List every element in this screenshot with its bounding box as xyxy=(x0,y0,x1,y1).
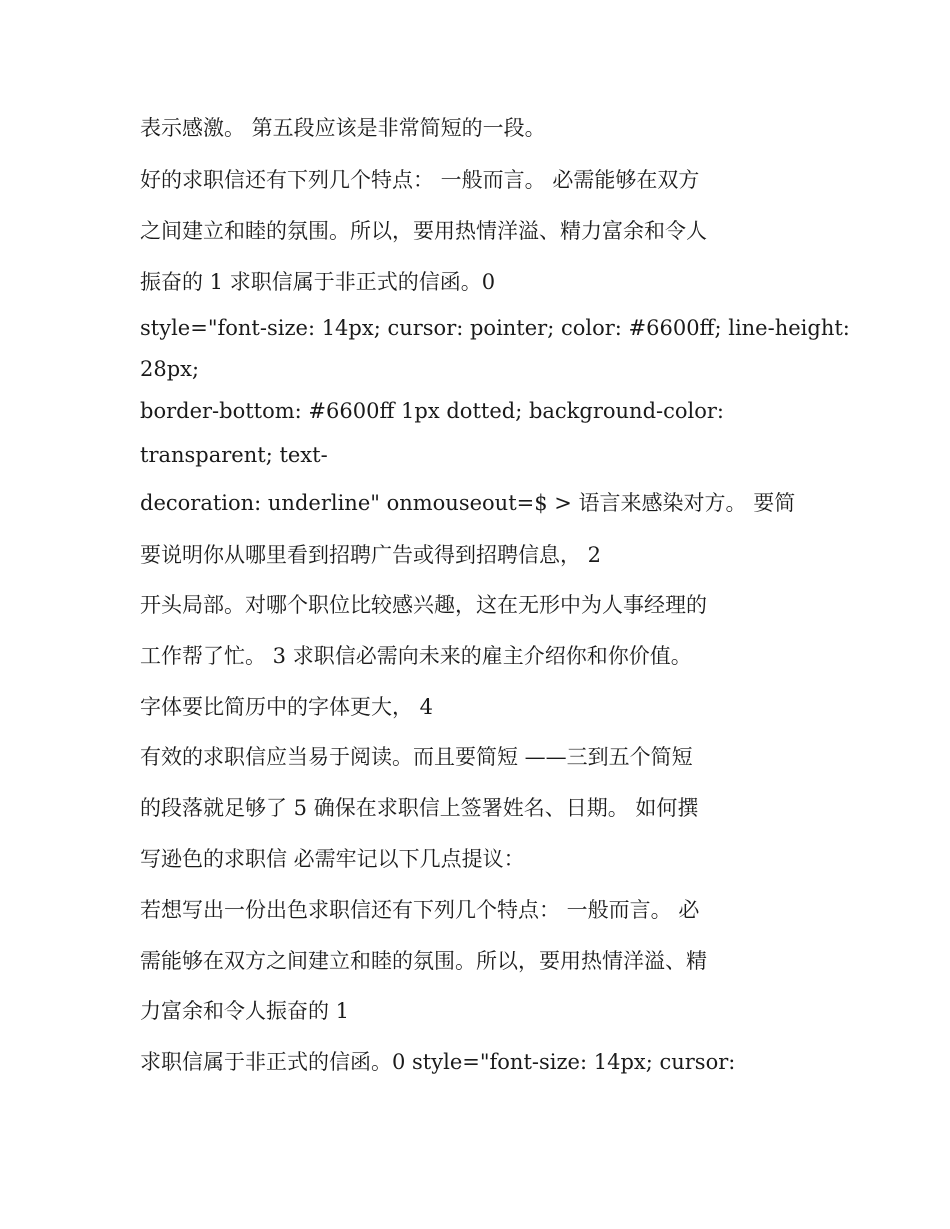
text-line: 需能够在双方之间建立和睦的氛围。所以，要用热情洋溢、精 xyxy=(140,949,707,973)
text-line: 求职信属于非正式的信函。0 style="font-size: 14px; cursor: xyxy=(140,1050,736,1074)
text-line: 好的求职信还有下列几个特点： 一般而言。 必需能够在双方 xyxy=(140,168,700,192)
text-line: 工作帮了忙。 3 求职信必需向未来的雇主介绍你和你价值。 xyxy=(140,644,692,668)
text-line: border-bottom: #6600ff 1px dotted; background-color: xyxy=(140,399,724,423)
text-line: style="font-size: 14px; cursor: pointer; color: #6600ff; line-height: xyxy=(140,316,850,340)
text-line: 之间建立和睦的氛围。所以，要用热情洋溢、精力富余和令人 xyxy=(140,219,707,243)
text-line: 要说明你从哪里看到招聘广告或得到招聘信息， 2 xyxy=(140,543,602,567)
text-line: 写逊色的求职信 必需牢记以下几点提议： xyxy=(140,847,525,871)
text-line: 字体要比简历中的字体更大， 4 xyxy=(140,695,434,719)
text-line: transparent; text- xyxy=(140,443,328,467)
text-line: 若想写出一份出色求职信还有下列几个特点： 一般而言。 必 xyxy=(140,898,700,922)
text-line: 振奋的 1 求职信属于非正式的信函。0 xyxy=(140,270,496,294)
text-line: 力富余和令人振奋的 1 xyxy=(140,999,350,1023)
text-line: 开头局部。对哪个职位比较感兴趣，这在无形中为人事经理的 xyxy=(140,593,707,617)
text-line: 有效的求职信应当易于阅读。而且要简短 ——三到五个简短 xyxy=(140,745,693,769)
text-line: 表示感激。 第五段应该是非常简短的一段。 xyxy=(140,116,546,140)
text-line: 28px; xyxy=(140,357,200,381)
text-line: decoration: underline" onmouseout=$ > 语言来感染对方。 要简 xyxy=(140,491,796,515)
text-line: 的段落就足够了 5 确保在求职信上签署姓名、日期。 如何撰 xyxy=(140,796,699,820)
